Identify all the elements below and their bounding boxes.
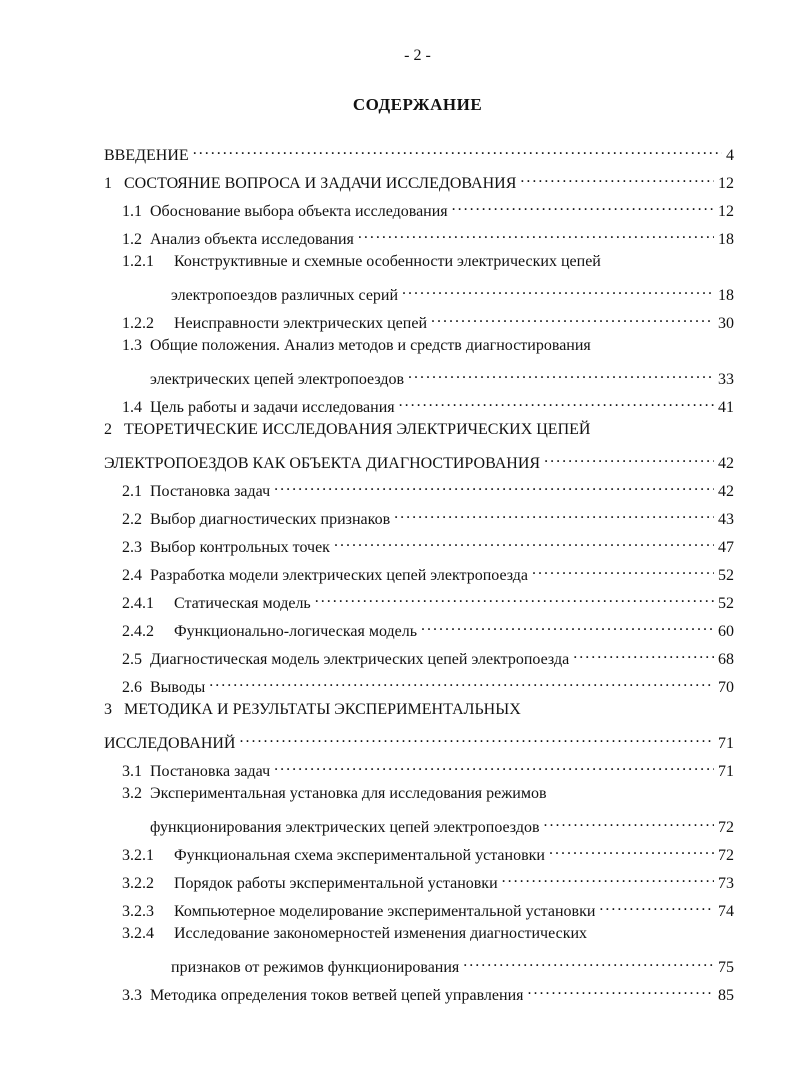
- toc-entry-title: СОСТОЯНИЕ ВОПРОСА И ЗАДАЧИ ИССЛЕДОВАНИЯ: [124, 175, 517, 192]
- toc-entry: [104, 336, 734, 364]
- toc-entry-number: 2.4.1: [122, 595, 154, 612]
- toc-leader: [532, 560, 714, 580]
- toc-leader: [239, 728, 714, 748]
- toc-page-ref: 33: [718, 371, 734, 388]
- toc-page-ref: 85: [718, 987, 734, 1004]
- toc-leader: [315, 588, 714, 608]
- toc-entry-number: 2: [104, 421, 112, 438]
- toc-entry-title-cont: признаков от режимов функционирования: [171, 959, 460, 976]
- toc-entry-number: 2.3: [122, 539, 142, 556]
- toc-leader: [549, 840, 714, 860]
- toc-leader: [520, 168, 714, 188]
- toc-entry-title: Обоснование выбора объекта исследования: [150, 203, 448, 220]
- toc-page-ref: 12: [718, 203, 734, 220]
- toc-leader: [358, 224, 714, 244]
- toc-entry: [104, 980, 734, 1008]
- toc-entry-title-cont: ЭЛЕКТРОПОЕЗДОВ КАК ОБЪЕКТА ДИАГНОСТИРОВАНИЯ: [104, 455, 541, 472]
- toc-entry-number: 3: [104, 701, 112, 718]
- toc-page-ref: 68: [718, 651, 734, 668]
- toc-leader: [394, 504, 714, 524]
- toc-leader: [274, 756, 714, 776]
- toc-entry: [104, 420, 734, 448]
- toc-leader: [209, 672, 714, 692]
- toc-entry-title: Конструктивные и схемные особенности электрических цепей: [174, 253, 601, 270]
- toc-entry: [104, 756, 734, 784]
- toc-entry-number: 2.4: [122, 567, 142, 584]
- toc-page-ref: 42: [718, 483, 734, 500]
- toc-entry-title: Разработка модели электрических цепей электропоезда: [150, 567, 529, 584]
- toc-leader: [527, 980, 714, 1000]
- toc-leader: [334, 532, 714, 552]
- toc-entry-title-cont: электропоездов различных серий: [171, 287, 399, 304]
- toc-leader: [421, 616, 714, 636]
- toc-page-ref: 52: [718, 595, 734, 612]
- toc-page-ref: 60: [718, 623, 734, 640]
- toc-leader: [502, 868, 714, 888]
- toc-page-ref: 72: [718, 819, 734, 836]
- toc-entry-number: 3.2: [122, 785, 142, 802]
- toc-page-ref: 75: [718, 959, 734, 976]
- toc-leader: [599, 896, 714, 916]
- toc-entry: [104, 308, 734, 336]
- toc-entry: [104, 616, 734, 644]
- toc-entry-number: 2.5: [122, 651, 142, 668]
- toc-page-ref: 18: [718, 231, 734, 248]
- toc-entry: [104, 504, 734, 532]
- toc-entry: [104, 196, 734, 224]
- toc-entry-number: 2.6: [122, 679, 142, 696]
- toc-page-ref: 30: [718, 315, 734, 332]
- toc-entry-title: ТЕОРЕТИЧЕСКИЕ ИССЛЕДОВАНИЯ ЭЛЕКТРИЧЕСКИХ ЦЕПЕЙ: [124, 421, 591, 438]
- toc-entry-continuation: [104, 812, 734, 840]
- toc-leader: [399, 392, 714, 412]
- toc-page-ref: 18: [718, 287, 734, 304]
- page-number: - 2 -: [404, 47, 431, 64]
- toc-page-ref: 47: [718, 539, 734, 556]
- toc-entry-title: Постановка задач: [150, 763, 271, 780]
- toc-entry-title: Экспериментальная установка для исследования режимов: [150, 785, 547, 802]
- toc-page-ref: 73: [718, 875, 734, 892]
- toc-entry-number: 1.2: [122, 231, 142, 248]
- toc-entry-title: Методика определения токов ветвей цепей управления: [150, 987, 524, 1004]
- toc-page-ref: 52: [718, 567, 734, 584]
- toc-entry-number: 3.2.3: [122, 903, 154, 920]
- toc-page-ref: 12: [718, 175, 734, 192]
- toc-entry-title: Цель работы и задачи исследования: [150, 399, 395, 416]
- toc-entry: [104, 392, 734, 420]
- toc-entry-title: Функциональная схема экспериментальной установки: [174, 847, 545, 864]
- toc-entry: [104, 532, 734, 560]
- toc-entry-number: 2.2: [122, 511, 142, 528]
- toc-leader: [573, 644, 714, 664]
- toc-entry-title: ВВЕДЕНИЕ: [104, 147, 189, 164]
- toc-entry-title: Выбор контрольных точек: [150, 539, 330, 556]
- toc-entry: [104, 224, 734, 252]
- toc-entry-continuation: [104, 280, 734, 308]
- toc-leader: [452, 196, 714, 216]
- toc-entry-continuation: [104, 952, 734, 980]
- toc-leader: [408, 364, 714, 384]
- toc-leader: [193, 140, 722, 160]
- toc-entry: [104, 924, 734, 952]
- toc-entry-number: 3.1: [122, 763, 142, 780]
- toc-entry-title-cont: ИССЛЕДОВАНИЙ: [104, 735, 236, 752]
- toc-page-ref: 70: [718, 679, 734, 696]
- toc-entry-title: МЕТОДИКА И РЕЗУЛЬТАТЫ ЭКСПЕРИМЕНТАЛЬНЫХ: [124, 701, 521, 718]
- toc-page-ref: 74: [718, 903, 734, 920]
- toc-leader: [463, 952, 714, 972]
- toc-entry-title-cont: функционирования электрических цепей электропоездов: [150, 819, 540, 836]
- toc-entry-number: 3.3: [122, 987, 142, 1004]
- toc-entry-title: Статическая модель: [174, 595, 311, 612]
- toc-entry: [104, 588, 734, 616]
- toc-leader: [402, 280, 714, 300]
- toc-entry-title: Исследование закономерностей изменения диагностических: [174, 925, 588, 942]
- toc-entry-continuation: [104, 364, 734, 392]
- toc-entry-number: 1.1: [122, 203, 142, 220]
- toc-entry-title: Неисправности электрических цепей: [174, 315, 428, 332]
- toc-entry: [104, 476, 734, 504]
- toc-leader: [431, 308, 714, 328]
- toc-entry-number: 1.3: [122, 337, 142, 354]
- toc-leader: [274, 476, 714, 496]
- toc-entry-continuation: [104, 448, 734, 476]
- toc-entry-number: 3.2.1: [122, 847, 154, 864]
- toc-entry: [104, 840, 734, 868]
- toc-entry-title: Компьютерное моделирование экспериментальной установки: [174, 903, 596, 920]
- toc-page-ref: 42: [718, 455, 734, 472]
- toc-entry: [104, 784, 734, 812]
- toc-entry-title: Диагностическая модель электрических цепей электропоезда: [150, 651, 570, 668]
- toc-page-ref: 43: [718, 511, 734, 528]
- toc-entry: [104, 168, 734, 196]
- toc-entry: [104, 644, 734, 672]
- toc-entry: [104, 252, 734, 280]
- toc-entry-number: 2.1: [122, 483, 142, 500]
- toc-page-ref: 71: [718, 735, 734, 752]
- toc-entry-number: 1: [104, 175, 112, 192]
- toc-entry-title: Выводы: [150, 679, 206, 696]
- toc-entry-number: 3.2.2: [122, 875, 154, 892]
- toc-page-ref: 4: [726, 147, 734, 164]
- toc-entry-title-cont: электрических цепей электропоездов: [150, 371, 405, 388]
- toc-entry: [104, 896, 734, 924]
- toc-entry: [104, 868, 734, 896]
- toc-entry-number: 1.4: [122, 399, 142, 416]
- toc-leader: [544, 812, 714, 832]
- toc-entry-continuation: [104, 728, 734, 756]
- toc-entry-number: 1.2.1: [122, 253, 154, 270]
- toc-entry-number: 1.2.2: [122, 315, 154, 332]
- page-title: СОДЕРЖАНИЕ: [352, 95, 483, 114]
- toc-page-ref: 71: [718, 763, 734, 780]
- toc-entry-title: Анализ объекта исследования: [150, 231, 354, 248]
- toc-entry-title: Общие положения. Анализ методов и средств диагностирования: [150, 337, 591, 354]
- toc-entry: [104, 672, 734, 700]
- toc-entry-title: Выбор диагностических признаков: [150, 511, 391, 528]
- toc-entry: [104, 560, 734, 588]
- toc-leader: [544, 448, 714, 468]
- table-of-contents: [104, 140, 734, 1008]
- toc-entry-title: Постановка задач: [150, 483, 271, 500]
- toc-entry-number: 3.2.4: [122, 925, 154, 942]
- toc-entry: [104, 700, 734, 728]
- toc-entry: [104, 140, 734, 168]
- toc-entry-title: Функционально-логическая модель: [174, 623, 418, 640]
- toc-page-ref: 41: [718, 399, 734, 416]
- toc-entry-number: 2.4.2: [122, 623, 154, 640]
- toc-page-ref: 72: [718, 847, 734, 864]
- toc-entry-title: Порядок работы экспериментальной установки: [174, 875, 498, 892]
